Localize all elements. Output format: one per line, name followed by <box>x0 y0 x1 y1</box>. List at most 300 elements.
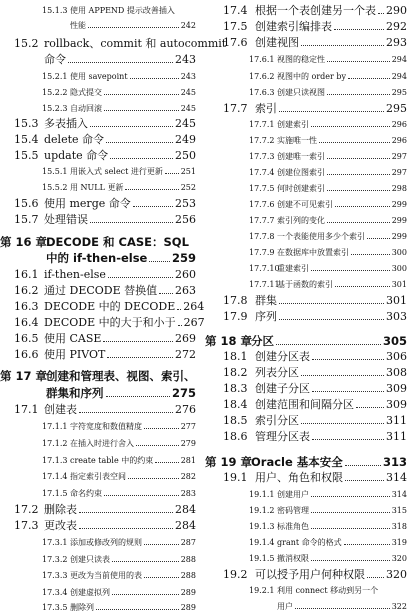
toc-entry-number: 17.3 <box>14 519 39 532</box>
toc-dot-leader <box>90 126 173 127</box>
toc-subsection-entry[interactable] <box>205 150 407 164</box>
toc-entry-number: 15.5.2 <box>42 183 68 192</box>
toc-entry-number: 18.1 <box>223 350 248 363</box>
toc-entry-title: 创建索引编排表 <box>255 20 332 33</box>
toc-entry-title: 群集 <box>255 294 277 307</box>
toc-entry-title: 索引分区 <box>255 414 299 427</box>
toc-entry-title: 创建不可见索引 <box>277 200 333 209</box>
toc-entry-number: 16.2 <box>14 284 39 297</box>
toc-page-number: 305 <box>382 334 407 348</box>
toc-section-entry[interactable] <box>0 348 196 362</box>
toc-subsection-entry[interactable] <box>205 230 407 244</box>
toc-section-entry[interactable] <box>205 382 407 396</box>
toc-page-number: 259 <box>171 251 196 265</box>
toc-entry-number: 18.4 <box>223 398 248 411</box>
toc-entry-number: 17.4 <box>223 4 248 17</box>
toc-chapter-entry[interactable] <box>0 369 196 383</box>
toc-dot-leader <box>178 325 182 326</box>
toc-subsection-entry[interactable] <box>0 569 196 583</box>
toc-entry-number: 15.2.1 <box>42 72 68 81</box>
toc-dot-leader <box>301 375 384 376</box>
toc-section-entry[interactable] <box>205 430 407 444</box>
toc-subsection-entry[interactable] <box>205 166 407 180</box>
toc-entry-number: 17.7.4 <box>249 168 275 177</box>
toc-page-number: 311 <box>386 430 407 443</box>
toc-section-entry[interactable] <box>0 197 196 211</box>
toc-dot-leader <box>378 13 384 14</box>
toc-page-number: 284 <box>175 503 196 516</box>
toc-page-number: 269 <box>175 332 196 345</box>
toc-page-number: 314 <box>391 490 407 499</box>
toc-subsection-entry[interactable] <box>0 536 196 550</box>
toc-dot-leader <box>351 254 390 255</box>
toc-entry-title: 在数据库中放置索引 <box>277 248 349 257</box>
toc-page-number: 260 <box>175 268 196 281</box>
toc-page-number: 297 <box>391 152 407 161</box>
toc-entry-title: 中的 if-then-else <box>46 251 148 265</box>
toc-entry-title: 隐式提交 <box>70 88 102 97</box>
toc-page-number: 294 <box>391 72 407 81</box>
toc-entry-title: 在插入时进行舍入 <box>70 439 134 448</box>
toc-dot-leader <box>106 142 173 143</box>
toc-dot-leader <box>327 158 390 159</box>
toc-page-number: 314 <box>386 471 407 484</box>
toc-section-entry[interactable] <box>205 102 407 116</box>
toc-dot-leader <box>348 78 390 79</box>
toc-page-number: 264 <box>183 300 205 313</box>
toc-entry-title: Oracle 基本安全 <box>251 455 343 469</box>
toc-subsection-entry[interactable] <box>0 86 196 100</box>
toc-page-number: 298 <box>391 184 407 193</box>
toc-entry-number: 19.1.1 <box>249 490 275 499</box>
toc-page-number: 295 <box>386 102 407 115</box>
toc-dot-leader <box>312 439 384 440</box>
toc-entry-number: 17.7.1 <box>249 120 275 129</box>
toc-dot-leader <box>144 544 179 545</box>
toc-entry-number: 15.7 <box>14 213 39 226</box>
toc-entry-number: 15.2 <box>14 37 39 50</box>
toc-subsection-entry[interactable] <box>205 536 407 550</box>
toc-dot-leader <box>155 462 178 463</box>
toc-entry-number: 17.9 <box>223 310 248 323</box>
toc-entry-number: 19.1.5 <box>249 554 275 563</box>
toc-entry-title: 删除表 <box>44 503 77 516</box>
toc-subsection-entry[interactable] <box>205 86 407 100</box>
toc-dot-leader <box>130 78 179 79</box>
toc-subsection-entry[interactable] <box>0 470 196 484</box>
toc-subsection-entry[interactable] <box>0 4 196 18</box>
toc-entry-number: 第 17 章 <box>0 369 48 383</box>
toc-page-number: 272 <box>175 348 196 361</box>
toc-subsection-entry[interactable] <box>0 553 196 567</box>
toc-entry-title: 创建用户 <box>277 490 309 499</box>
toc-page-number: 319 <box>391 538 407 547</box>
toc-dot-leader <box>104 110 179 111</box>
toc-entry-number: 第 19 章 <box>205 455 253 469</box>
toc-dot-leader <box>104 94 179 95</box>
toc-entry-title: 用嵌入式 select 进行更新 <box>70 167 163 176</box>
toc-dot-leader <box>149 261 170 262</box>
toc-subsection-entry[interactable] <box>0 487 196 501</box>
toc-entry-title: 何时创建索引 <box>277 184 325 193</box>
toc-page-number: 287 <box>180 538 196 547</box>
toc-entry-number: 17.7.10 <box>249 264 280 273</box>
toc-dot-leader <box>165 173 179 174</box>
toc-section-entry[interactable] <box>205 398 407 412</box>
toc-entry-number: 17.7.9 <box>249 248 275 257</box>
toc-entry-title: 创建唯一索引 <box>277 152 325 161</box>
toc-entry-number: 16.6 <box>14 348 39 361</box>
toc-entry-title: 创建和管理表、视图、索引、 <box>46 369 196 383</box>
toc-chapter-entry[interactable] <box>0 251 196 265</box>
toc-page-number: 308 <box>386 366 407 379</box>
toc-section-entry[interactable] <box>0 284 196 298</box>
toc-entry-number: 第 18 章 <box>205 334 253 348</box>
toc-dot-leader <box>79 412 173 413</box>
toc-entry-number: 第 16 章 <box>0 235 48 249</box>
toc-page-number: 243 <box>180 72 196 81</box>
toc-page-number: 249 <box>175 133 196 146</box>
toc-page-number: 251 <box>180 167 196 176</box>
toc-entry-number: 16.4 <box>14 316 39 329</box>
toc-entry-number: 17.1 <box>14 403 39 416</box>
toc-entry-number: 16.3 <box>14 300 39 313</box>
toc-entry-title: 实施唯一性 <box>277 136 317 145</box>
toc-subsection-entry[interactable] <box>205 504 407 518</box>
toc-section-entry[interactable] <box>0 503 196 517</box>
toc-entry-number: 18.3 <box>223 382 248 395</box>
toc-dot-leader <box>327 222 390 223</box>
toc-dot-leader <box>159 293 173 294</box>
toc-page-number: 300 <box>391 248 407 257</box>
toc-section-entry[interactable] <box>205 20 407 34</box>
toc-page-number: 275 <box>171 386 196 400</box>
toc-dot-leader <box>128 478 179 479</box>
toc-subsection-entry[interactable] <box>205 214 407 228</box>
toc-dot-leader <box>104 495 179 496</box>
toc-dot-leader <box>107 357 173 358</box>
toc-entry-title: if-then-else <box>44 268 106 281</box>
toc-entry-title: 指定索引表空间 <box>70 472 126 481</box>
toc-dot-leader <box>279 111 384 112</box>
toc-page-number: 322 <box>391 602 407 611</box>
toc-page-number: 309 <box>386 398 407 411</box>
toc-entry-number: 17.7.3 <box>249 152 275 161</box>
toc-section-entry[interactable] <box>205 310 407 324</box>
toc-entry-title: 序列 <box>255 310 277 323</box>
toc-dot-leader <box>88 27 179 28</box>
toc-entry-title: 创建只读视图 <box>277 88 325 97</box>
toc-entry-title: DECODE 和 CASE：SQL <box>46 235 189 249</box>
toc-entry-number: 19.1 <box>223 471 248 484</box>
toc-section-entry[interactable] <box>0 149 196 163</box>
toc-page-number: 297 <box>391 168 407 177</box>
toc-entry-title: 创建虚拟列 <box>70 588 110 597</box>
toc-entry-title: 标准角色 <box>277 522 309 531</box>
toc-subsection-entry[interactable] <box>205 488 407 502</box>
toc-entry-title: 创建子分区 <box>255 382 310 395</box>
toc-page-number: 296 <box>391 120 407 129</box>
toc-dot-leader <box>335 206 390 207</box>
toc-page-number: 294 <box>391 55 407 64</box>
toc-entry-number: 15.3 <box>14 117 39 130</box>
toc-subsection-entry[interactable] <box>0 420 196 434</box>
toc-entry-number: 15.2.2 <box>42 88 68 97</box>
toc-dot-leader <box>125 189 178 190</box>
toc-chapter-entry[interactable] <box>205 455 407 469</box>
toc-entry-number: 17.7.7 <box>249 216 275 225</box>
toc-entry-number: 18.5 <box>223 414 248 427</box>
toc-dot-leader <box>334 29 384 30</box>
toc-entry-title: 创建只读表 <box>70 555 110 564</box>
toc-chapter-entry[interactable] <box>0 386 196 400</box>
toc-entry-number: 17.6.1 <box>249 55 275 64</box>
toc-entry-number: 19.2 <box>223 568 248 581</box>
toc-subsection-entry[interactable] <box>205 600 407 614</box>
toc-dot-leader <box>90 222 173 223</box>
toc-entry-number: 15.5.1 <box>42 167 68 176</box>
toc-section-entry[interactable] <box>0 403 196 417</box>
toc-dot-leader <box>327 174 390 175</box>
toc-subsection-entry[interactable] <box>0 70 196 84</box>
toc-section-entry[interactable] <box>0 332 196 346</box>
toc-entry-title: 用户、角色和权限 <box>255 471 343 484</box>
toc-subsection-entry[interactable] <box>205 246 407 260</box>
toc-subsection-entry[interactable] <box>205 262 407 276</box>
toc-page-number: 288 <box>180 555 196 564</box>
toc-page-number: 301 <box>386 294 407 307</box>
toc-page-number: 311 <box>386 414 407 427</box>
toc-page-number: 296 <box>391 136 407 145</box>
toc-entry-number: 19.2.1 <box>249 586 275 595</box>
toc-subsection-entry[interactable] <box>205 198 407 212</box>
toc-page-number: 290 <box>386 4 407 17</box>
toc-dot-leader <box>312 359 384 360</box>
toc-dot-leader <box>311 496 390 497</box>
toc-page-number: 245 <box>175 117 196 130</box>
toc-entry-number: 17.1.4 <box>42 472 68 481</box>
toc-page-number: 245 <box>180 104 196 113</box>
toc-section-entry[interactable] <box>205 414 407 428</box>
toc-entry-title: 命名约束 <box>70 489 102 498</box>
toc-page-number: 284 <box>175 519 196 532</box>
toc-page-number: 313 <box>382 455 407 469</box>
toc-dot-leader <box>133 206 173 207</box>
toc-dot-leader <box>311 270 390 271</box>
toc-subsection-entry[interactable] <box>205 134 407 148</box>
toc-entry-number: 17.6 <box>223 36 248 49</box>
toc-entry-title: 处理错误 <box>44 213 88 226</box>
toc-dot-leader <box>96 609 179 610</box>
toc-subsection-entry[interactable] <box>0 19 196 33</box>
toc-page-number: 315 <box>391 506 407 515</box>
toc-dot-leader <box>136 445 179 446</box>
toc-entry-title: 创建表 <box>44 403 77 416</box>
toc-entry-number: 15.2.3 <box>42 104 68 113</box>
toc-entry-title: 更改表 <box>44 519 77 532</box>
toc-entry-number: 18.2 <box>223 366 248 379</box>
toc-section-entry[interactable] <box>0 133 196 147</box>
toc-dot-leader <box>276 344 381 345</box>
toc-entry-title: 创建范围和间隔分区 <box>255 398 354 411</box>
toc-subsection-entry[interactable] <box>0 586 196 600</box>
toc-dot-leader <box>68 62 173 63</box>
toc-subsection-entry[interactable] <box>205 182 407 196</box>
toc-section-entry[interactable] <box>0 519 196 533</box>
toc-page-number: 242 <box>180 21 196 30</box>
toc-entry-title: 性能 <box>70 21 86 30</box>
toc-subsection-entry[interactable] <box>205 552 407 566</box>
toc-page-number: 252 <box>180 183 196 192</box>
toc-entry-title: 命令 <box>44 53 66 66</box>
toc-section-entry[interactable] <box>205 366 407 380</box>
toc-dot-leader <box>345 465 381 466</box>
toc-entry-title: 多表插入 <box>44 117 88 130</box>
toc-entry-title: 创建索引 <box>277 120 309 129</box>
toc-page-number: 289 <box>180 603 196 612</box>
toc-page-number: 288 <box>180 571 196 580</box>
toc-entry-title: 利用 connect 移动到另一个 <box>277 586 379 595</box>
toc-subsection-entry[interactable] <box>205 118 407 132</box>
toc-dot-leader <box>345 480 384 481</box>
toc-dot-leader <box>110 158 173 159</box>
toc-section-entry[interactable] <box>205 4 407 18</box>
toc-subsection-entry[interactable] <box>0 437 196 451</box>
toc-section-entry[interactable] <box>0 213 196 227</box>
toc-page-number: 282 <box>180 472 196 481</box>
toc-dot-leader <box>144 428 179 429</box>
toc-section-entry[interactable] <box>0 268 196 282</box>
toc-entry-title: DECODE 中的大于和小于 <box>44 316 176 329</box>
toc-page-number: 306 <box>386 350 407 363</box>
toc-section-entry[interactable] <box>0 53 196 67</box>
toc-subsection-entry[interactable] <box>205 278 407 292</box>
toc-page-number: 299 <box>391 232 407 241</box>
toc-chapter-entry[interactable] <box>0 235 196 249</box>
toc-entry-title: 使用 savepoint <box>70 72 128 81</box>
toc-dot-leader <box>108 277 173 278</box>
toc-entry-title: 密码管理 <box>277 506 309 515</box>
toc-entry-number: 17.3.3 <box>42 571 68 580</box>
toc-section-entry[interactable] <box>205 471 407 485</box>
toc-entry-title: 自动回滚 <box>70 104 102 113</box>
toc-dot-leader <box>106 396 170 397</box>
toc-page-number: 245 <box>180 88 196 97</box>
toc-page-number: 283 <box>180 489 196 498</box>
toc-section-entry[interactable] <box>205 36 407 50</box>
toc-subsection-entry[interactable] <box>205 53 407 67</box>
toc-entry-number: 17.7.5 <box>249 184 275 193</box>
toc-entry-number: 17.3.1 <box>42 538 68 547</box>
toc-dot-leader <box>295 608 390 609</box>
toc-entry-title: 索引 <box>255 102 277 115</box>
toc-dot-leader <box>327 190 390 191</box>
toc-entry-number: 17.2 <box>14 503 39 516</box>
toc-subsection-entry[interactable] <box>0 601 196 615</box>
toc-entry-title: create table 中的约束 <box>70 456 154 465</box>
toc-subsection-entry[interactable] <box>0 181 196 195</box>
toc-entry-number: 17.6.2 <box>249 72 275 81</box>
toc-section-entry[interactable] <box>205 568 407 582</box>
toc-dot-leader <box>177 309 181 310</box>
toc-entry-title: 用 NULL 更新 <box>70 183 124 192</box>
toc-page-number: 250 <box>175 149 196 162</box>
toc-page-number: 318 <box>391 522 407 531</box>
toc-page-number: 320 <box>391 554 407 563</box>
toc-entry-title: grant 命令的格式 <box>277 538 342 547</box>
toc-entry-title: 创建视图 <box>255 36 299 49</box>
toc-dot-leader <box>79 528 173 529</box>
toc-dot-leader <box>327 61 390 62</box>
toc-section-entry[interactable] <box>205 350 407 364</box>
toc-entry-number: 17.3.4 <box>42 588 68 597</box>
toc-page-number: 293 <box>386 36 407 49</box>
toc-entry-number: 15.6 <box>14 197 39 210</box>
toc-entry-number: 19.1.3 <box>249 522 275 531</box>
toc-section-entry[interactable] <box>0 316 205 330</box>
toc-dot-leader <box>112 594 179 595</box>
toc-entry-title: 视图的稳定性 <box>277 55 325 64</box>
toc-subsection-entry[interactable] <box>205 584 407 598</box>
toc-page-number: 253 <box>175 197 196 210</box>
toc-entry-number: 19.1.2 <box>249 506 275 515</box>
toc-dot-leader <box>144 577 179 578</box>
toc-entry-number: 17.7.6 <box>249 200 275 209</box>
toc-section-entry[interactable] <box>0 300 205 314</box>
toc-entry-title: DECODE 中的 DECODE <box>44 300 176 313</box>
toc-entry-number: 17.7.8 <box>249 232 275 241</box>
toc-entry-number: 17.3.2 <box>42 555 68 564</box>
toc-dot-leader <box>311 512 390 513</box>
toc-dot-leader <box>367 577 384 578</box>
toc-page-number: 281 <box>180 456 196 465</box>
toc-entry-number: 17.5 <box>223 20 248 33</box>
toc-subsection-entry[interactable] <box>0 165 196 179</box>
toc-subsection-entry[interactable] <box>0 454 196 468</box>
toc-dot-leader <box>112 561 179 562</box>
toc-dot-leader <box>279 319 384 320</box>
toc-entry-number: 17.3.5 <box>42 603 68 612</box>
toc-page-number: 276 <box>175 403 196 416</box>
toc-entry-title: 通过 DECODE 替换值 <box>44 284 158 297</box>
toc-dot-leader <box>311 528 390 529</box>
toc-chapter-entry[interactable] <box>205 334 407 348</box>
toc-dot-leader <box>312 391 384 392</box>
toc-section-entry[interactable] <box>0 117 196 131</box>
toc-dot-leader <box>301 423 384 424</box>
toc-entry-title: 使用 merge 命令 <box>44 197 131 210</box>
toc-entry-number: 16.1 <box>14 268 39 281</box>
toc-page-number: 303 <box>386 310 407 323</box>
toc-entry-title: 用户 <box>277 602 293 611</box>
toc-entry-number: 15.4 <box>14 133 39 146</box>
toc-section-entry[interactable] <box>0 37 227 51</box>
toc-entry-title: 使用 APPEND 提示改善插入 <box>70 6 175 15</box>
toc-entry-number: 15.1.3 <box>42 6 68 15</box>
toc-entry-title: 索引列的变化 <box>277 216 325 225</box>
toc-subsection-entry[interactable] <box>205 70 407 84</box>
toc-subsection-entry[interactable] <box>205 520 407 534</box>
toc-entry-number: 17.6.3 <box>249 88 275 97</box>
toc-entry-number: 17.7.11 <box>249 280 280 289</box>
toc-entry-title: 管理分区表 <box>255 430 310 443</box>
toc-dot-leader <box>311 126 390 127</box>
toc-subsection-entry[interactable] <box>0 102 196 116</box>
toc-section-entry[interactable] <box>205 294 407 308</box>
toc-page-number: 279 <box>180 439 196 448</box>
toc-dot-leader <box>327 94 390 95</box>
toc-entry-number: 17.7 <box>223 102 248 115</box>
